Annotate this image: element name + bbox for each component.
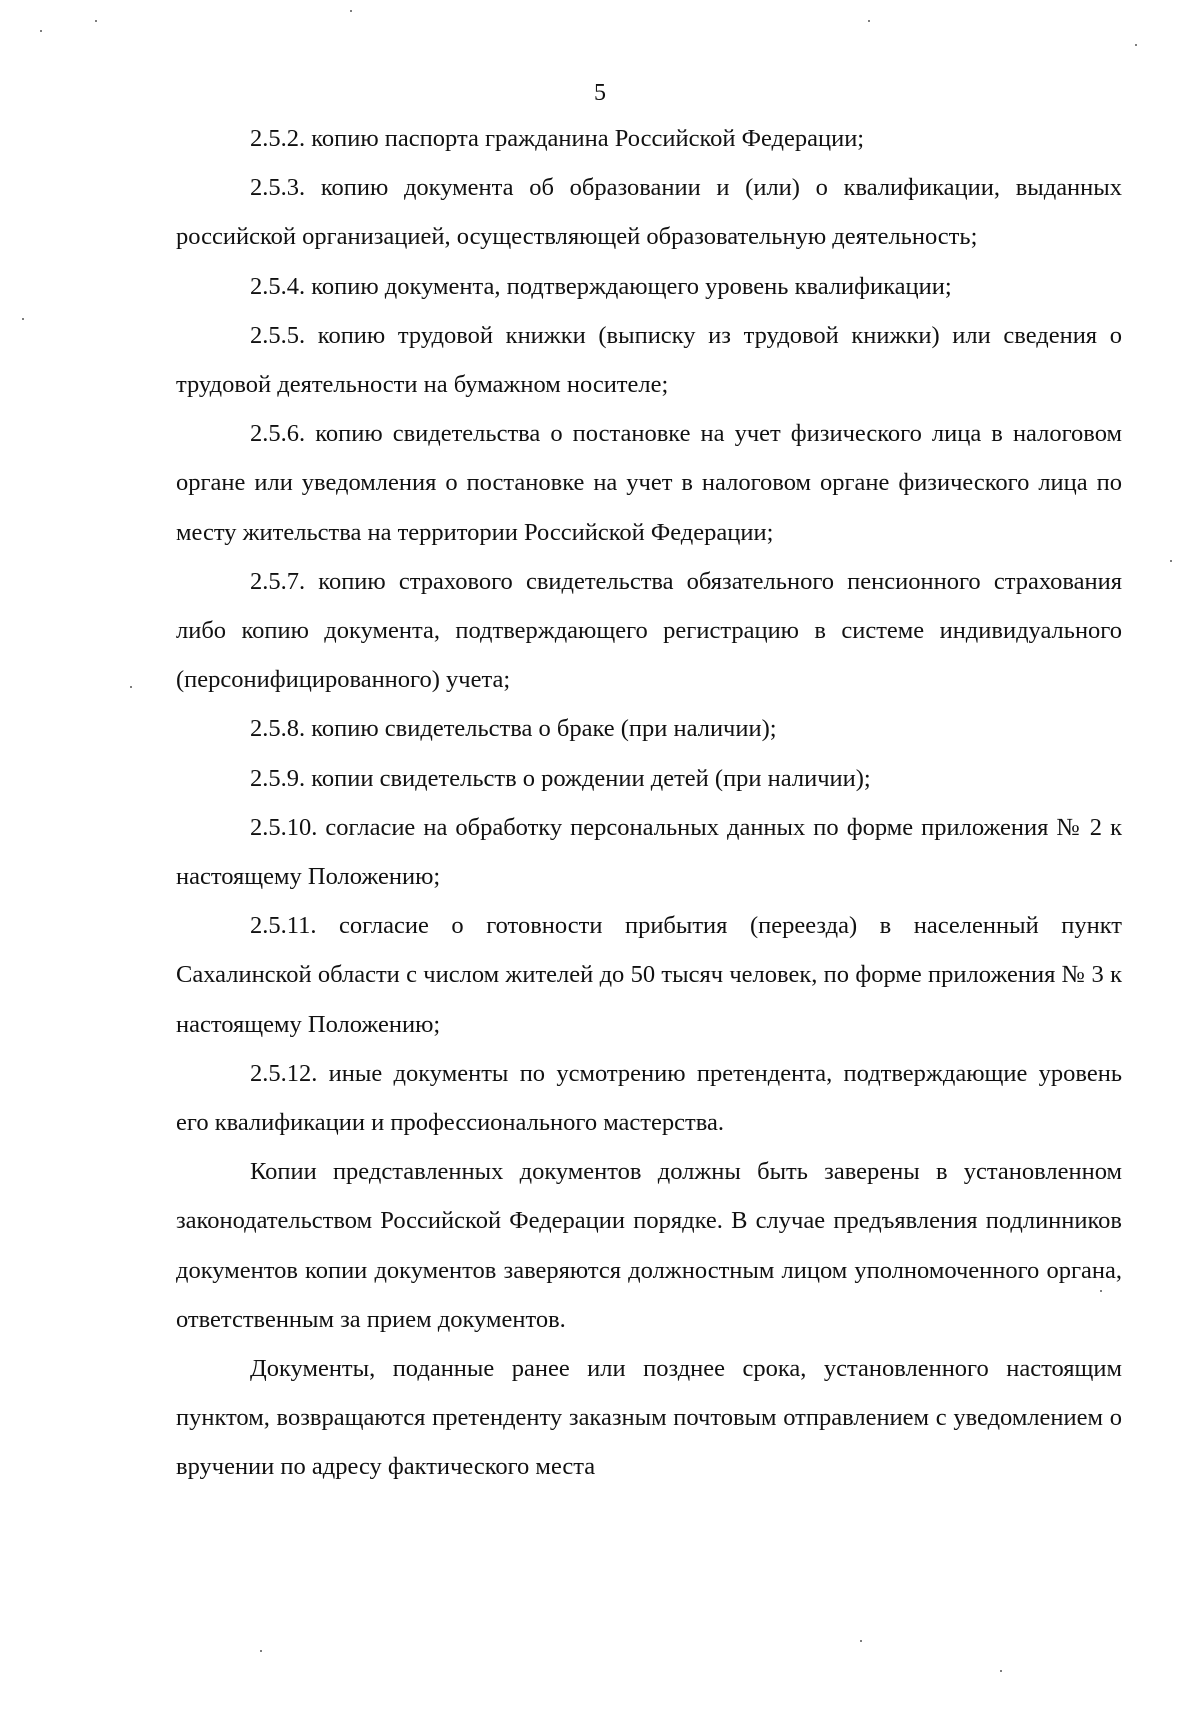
scan-speck: [860, 1640, 862, 1642]
scan-speck: [1135, 44, 1137, 46]
scan-speck: [22, 318, 24, 320]
paragraph-2-5-9: 2.5.9. копии свидетельств о рождении детей (при наличии);: [250, 764, 871, 792]
scan-speck: [1170, 560, 1172, 562]
paragraph-2-5-3: 2.5.3. копию документа об образовании и (или) о квалификации, выданных российской организацией, осуществляющей образовательную деятельность;: [176, 174, 1122, 251]
paragraph-2-5-6: 2.5.6. копию свидетельства о постановке на учет физического лица в налоговом органе или уведомления о постановке на учет в налоговом органе физического лица по месту жительства на территории Российской Федерации;: [176, 420, 1122, 546]
paragraph-2-5-4: 2.5.4. копию документа, подтверждающего уровень квалификации;: [250, 272, 952, 300]
page-number: 5: [594, 80, 606, 106]
scan-speck: [1100, 1290, 1102, 1292]
paragraph-2-5-10: 2.5.10. согласие на обработку персональных данных по форме приложения № 2 к настоящему Положению;: [176, 813, 1122, 891]
paragraph-2-5-8: 2.5.8. копию свидетельства о браке (при наличии);: [250, 715, 777, 743]
scan-speck: [260, 1650, 262, 1652]
paragraph-2-5-5: 2.5.5. копию трудовой книжки (выписку из трудовой книжки) или сведения о трудовой деятельности на бумажном носителе;: [176, 321, 1122, 399]
paragraph-2-5-7: 2.5.7. копию страхового свидетельства обязательного пенсионного страхования либо копию документа, подтверждающего регистрацию в системе индивидуального (персонифицированного) учета;: [176, 567, 1122, 694]
scan-speck: [40, 30, 42, 32]
paragraph-documents-returned: Документы, поданные ранее или позднее срока, установленного настоящим пунктом, возвращаются претенденту заказным почтовым отправлением с уведомлением о вручении по адресу фактического места: [176, 1355, 1122, 1481]
paragraph-copies-certification: Копии представленных документов должны быть заверены в установленном законодательством Российской Федерации порядке. В случае предъявления подлинников документов копии документов заверяются должностным лицом уполномоченного органа, ответственным за прием документов.: [176, 1158, 1122, 1333]
paragraph-2-5-2: 2.5.2. копию паспорта гражданина Российской Федерации;: [250, 125, 865, 152]
scan-speck: [350, 10, 352, 12]
scan-speck: [868, 20, 870, 22]
document-body: [176, 114, 1122, 1492]
scan-speck: [95, 20, 97, 22]
scan-speck: [1000, 1670, 1002, 1672]
scan-speck: [130, 686, 132, 688]
paragraph-2-5-11: 2.5.11. согласие о готовности прибытия (переезда) в населенный пункт Сахалинской области с числом жителей до 50 тысяч человек, по форме приложения № 3 к настоящему Положению;: [176, 912, 1122, 1038]
paragraph-2-5-12: 2.5.12. иные документы по усмотрению претендента, подтверждающие уровень его квалификации и профессионального мастерства.: [176, 1059, 1122, 1137]
